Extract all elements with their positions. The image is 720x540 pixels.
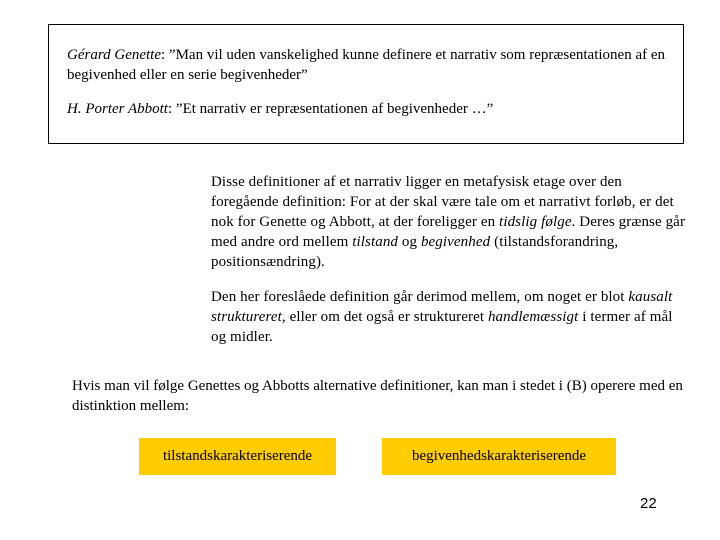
paragraph-text: i termer af mål og midler. [211, 309, 673, 345]
intro-paragraph [72, 376, 692, 416]
paragraph-text: . Deres grænse går med andre ord mellem [211, 214, 686, 250]
paragraph-text: og [398, 234, 421, 250]
quote-author: Gérard Genette [67, 47, 161, 63]
quote-genette [67, 45, 665, 85]
emphasis-term: kausalt struktureret [211, 289, 673, 325]
quote-text: ”Et narrativ er repræsentationen af begivenheder …” [175, 101, 494, 117]
emphasis-term: begivenhed [420, 234, 491, 250]
emphasis-term: handlemæssigt [487, 309, 579, 325]
tag-event-characterizing: begivenhedskarakteriserende [382, 438, 616, 475]
paragraph-text: (tilstandsforandring, positionsændring). [211, 234, 619, 270]
paragraph-text: , eller om det også er struktureret [281, 309, 488, 325]
paragraph-definitions [211, 172, 691, 272]
paragraph-text: Disse definitioner af et narrativ ligger en metafysisk etage over den foregående definition: For at der skal være tale om et narrativt forløb, er det nok for Genette og Abbott, at der foreligger en [211, 174, 674, 230]
tag-state-characterizing: tilstandskarakteriserende [139, 438, 336, 475]
paragraph-proposed-definition [211, 287, 691, 347]
quote-separator: : [161, 47, 169, 63]
quote-abbott [67, 99, 665, 119]
emphasis-term: tidslig følge [499, 214, 572, 230]
quote-box [48, 24, 684, 144]
emphasis-term: tilstand [352, 234, 399, 250]
quote-separator: : [167, 101, 176, 117]
quote-author: H. Porter Abbott [67, 101, 168, 117]
quote-text: ”Man vil uden vanskelighed kunne definere et narrativ som repræsentationen af en begivenhed eller en serie begivenheder” [67, 47, 665, 83]
page-number: 22 [640, 495, 657, 512]
intro-text: Hvis man vil følge Genettes og Abbotts alternative definitioner, kan man i stedet i (B) operere med en distinktion mellem: [72, 378, 683, 414]
paragraph-text: Den her foreslåede definition går derimod mellem, om noget er blot [211, 289, 629, 305]
